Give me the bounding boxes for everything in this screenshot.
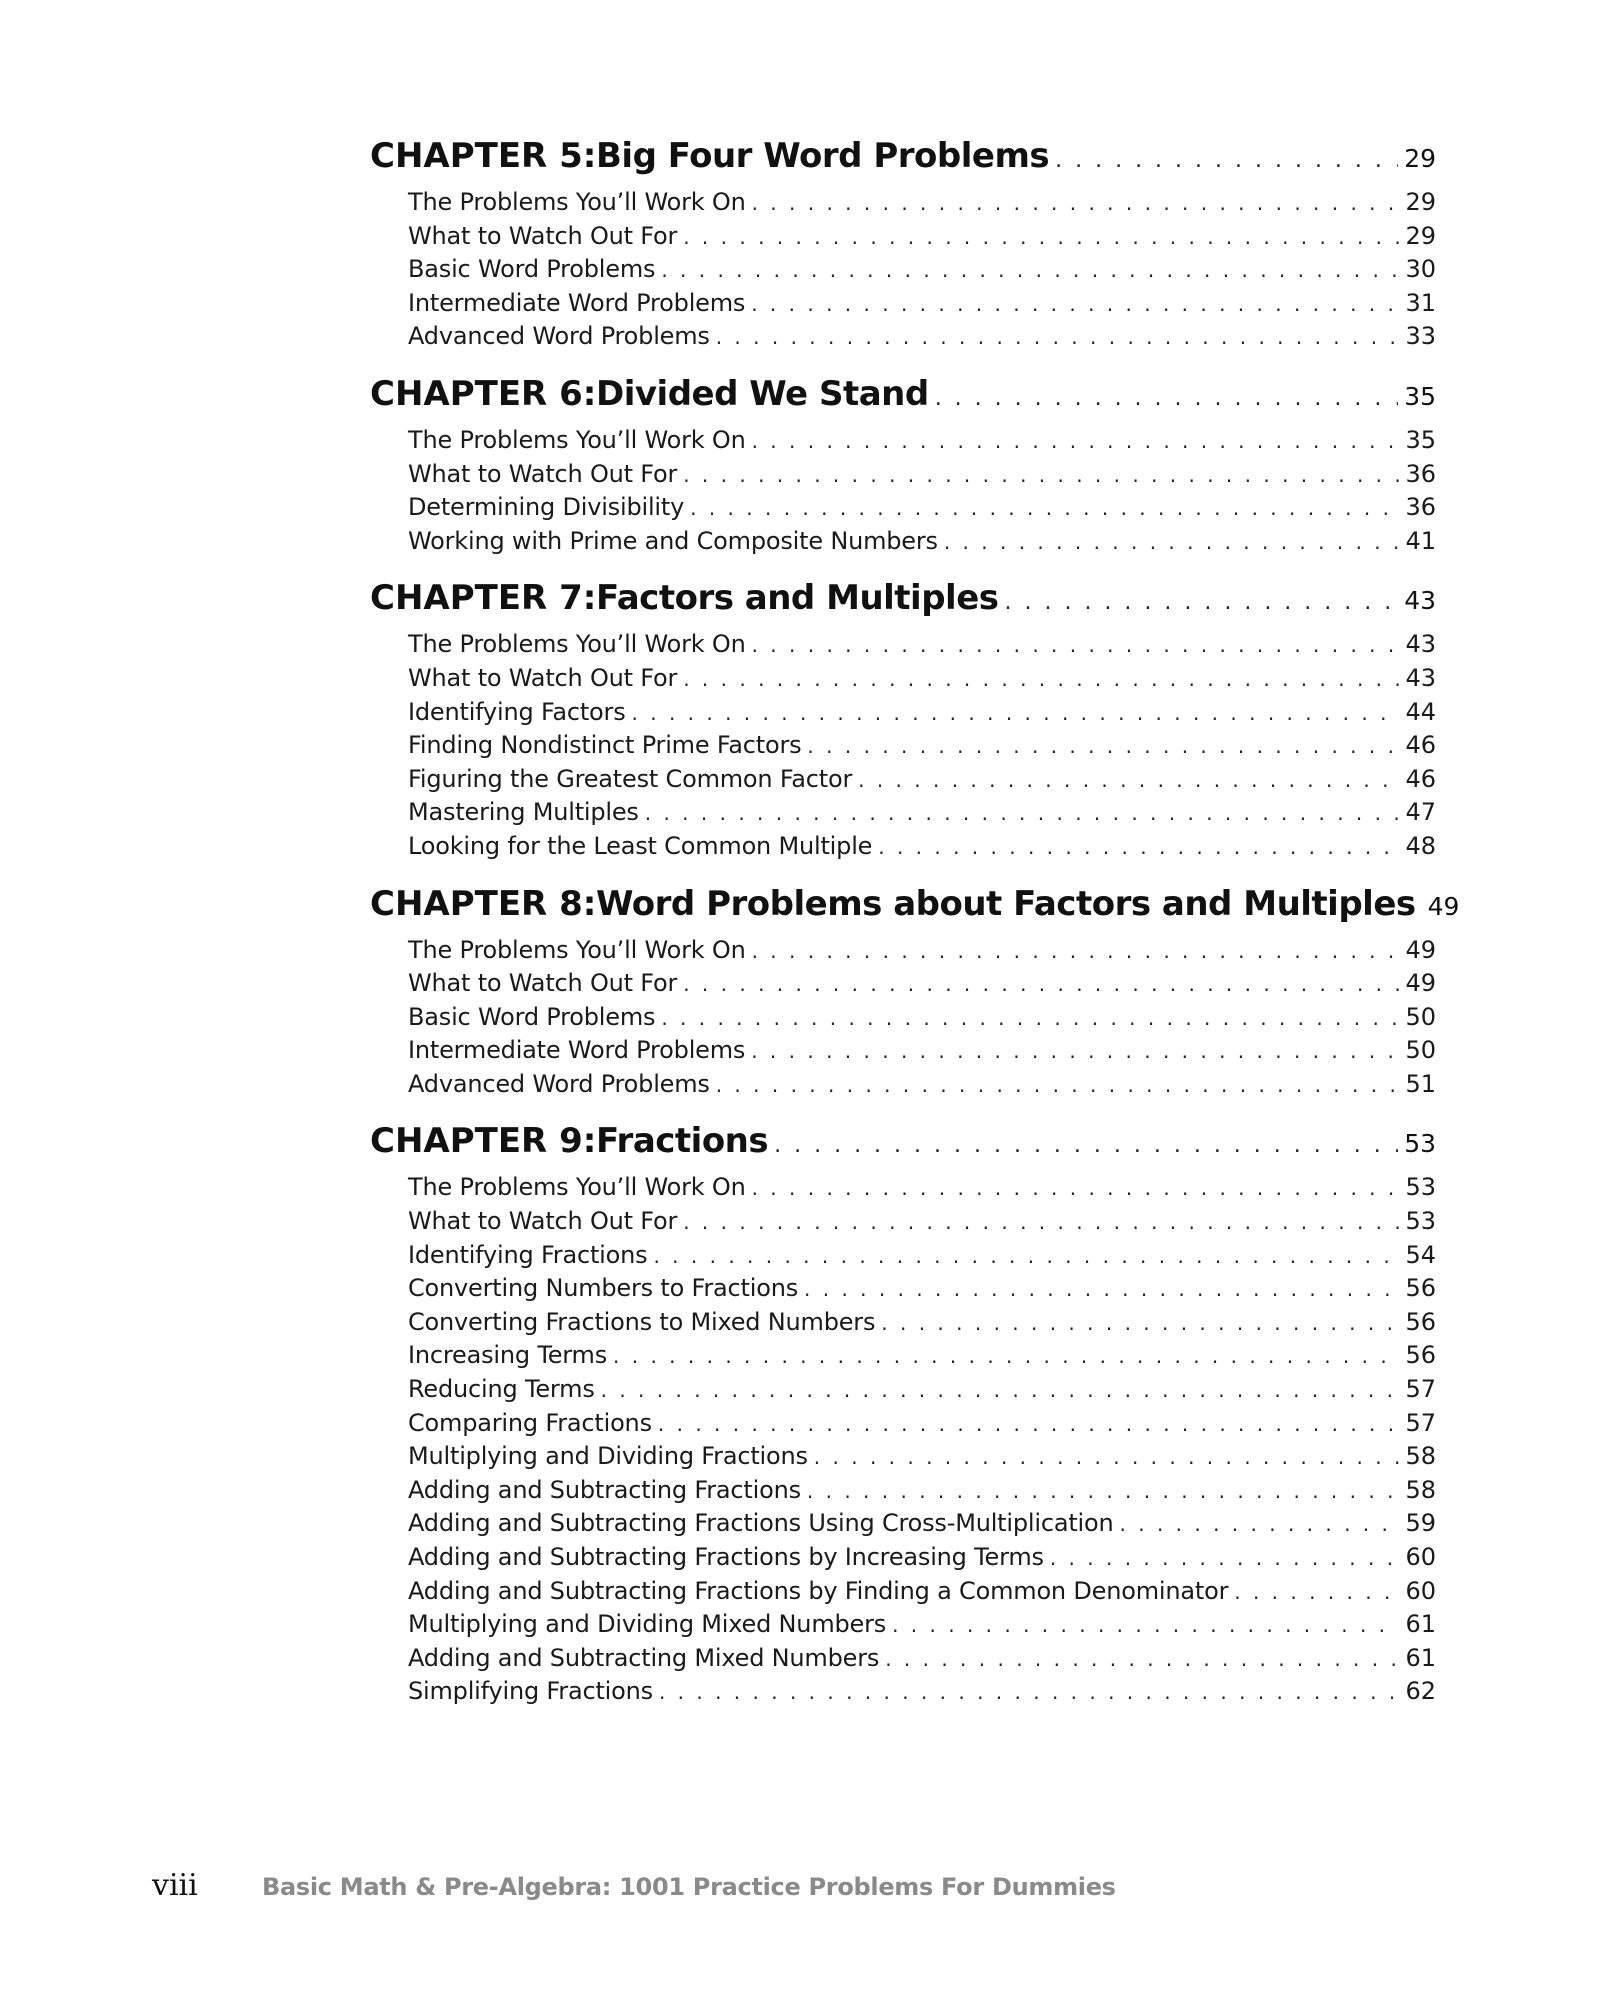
section-title: The Problems You’ll Work On: [408, 935, 746, 964]
chapter-entry: [370, 1121, 1436, 1711]
section-page-number: 57: [1405, 1408, 1436, 1437]
dot-leader: [878, 835, 1399, 859]
dot-leader: [632, 701, 1400, 725]
dot-leader: [1050, 1546, 1400, 1570]
section-page-number: 43: [1405, 630, 1436, 659]
dot-leader: [807, 1479, 1400, 1503]
section-page-number: 59: [1405, 1509, 1436, 1538]
dot-leader: [661, 1006, 1399, 1030]
dot-leader: [814, 1445, 1400, 1469]
dot-leader: [752, 633, 1400, 657]
section-page-number: 61: [1405, 1610, 1436, 1639]
section-page-number: 58: [1405, 1475, 1436, 1504]
section-title: The Problems You’ll Work On: [408, 425, 746, 454]
section-page-number: 56: [1405, 1341, 1436, 1370]
chapter-label: CHAPTER 8:: [370, 883, 597, 924]
chapter-heading[interactable]: [370, 883, 1460, 936]
section-entry[interactable]: [370, 527, 1436, 561]
section-title: Reducing Terms: [408, 1375, 595, 1404]
section-title: Identifying Fractions: [408, 1240, 648, 1269]
section-page-number: 33: [1405, 322, 1436, 351]
section-entry[interactable]: [370, 255, 1436, 289]
dot-leader: [716, 325, 1400, 349]
dot-leader: [944, 530, 1400, 554]
section-page-number: 53: [1405, 1173, 1436, 1202]
dot-leader: [658, 1412, 1400, 1436]
section-entry[interactable]: [370, 1644, 1436, 1678]
section-entry[interactable]: [370, 289, 1436, 323]
section-title: Converting Fractions to Mixed Numbers: [408, 1307, 876, 1336]
section-page-number: 30: [1405, 255, 1436, 284]
section-entry[interactable]: [370, 798, 1436, 832]
section-page-number: 47: [1405, 798, 1436, 827]
section-entry[interactable]: [370, 1677, 1436, 1711]
section-title: Identifying Factors: [408, 697, 626, 726]
section-page-number: 62: [1405, 1677, 1436, 1706]
chapter-heading[interactable]: [370, 578, 1436, 630]
section-page-number: 44: [1405, 697, 1436, 726]
section-title: Advanced Word Problems: [408, 1069, 710, 1098]
chapter-label: CHAPTER 6:: [370, 373, 597, 414]
section-title: Intermediate Word Problems: [408, 1036, 746, 1065]
section-entry[interactable]: [370, 1442, 1436, 1476]
section-page-number: 50: [1405, 1002, 1436, 1031]
section-page-number: 41: [1405, 526, 1436, 555]
chapter-title: Divided We Stand: [596, 373, 929, 414]
section-entry[interactable]: [370, 1610, 1436, 1644]
dot-leader: [683, 225, 1399, 249]
chapter-title: Big Four Word Problems: [596, 136, 1050, 176]
section-title: Adding and Subtracting Fractions by Finding a Common Denominator: [408, 1576, 1229, 1605]
chapter-page-number: 29: [1404, 144, 1436, 173]
section-page-number: 57: [1405, 1375, 1436, 1404]
chapter-label: CHAPTER 9:: [370, 1121, 597, 1162]
dot-leader: [645, 801, 1400, 825]
chapter-entry: [370, 578, 1436, 865]
section-page-number: 29: [1405, 221, 1436, 250]
dot-leader: [661, 258, 1399, 282]
section-entry[interactable]: [370, 1241, 1436, 1275]
section-page-number: 36: [1405, 493, 1436, 522]
section-title: Comparing Fractions: [408, 1408, 652, 1437]
section-entry[interactable]: [370, 1207, 1436, 1241]
dot-leader: [858, 768, 1399, 792]
dot-leader: [653, 1244, 1399, 1268]
section-entry[interactable]: [370, 1543, 1436, 1577]
dot-leader: [892, 1613, 1399, 1637]
section-page-number: 61: [1405, 1643, 1436, 1672]
section-title: Multiplying and Dividing Mixed Numbers: [408, 1610, 887, 1639]
dot-leader: [613, 1344, 1399, 1368]
dot-leader: [752, 1176, 1400, 1200]
section-page-number: 56: [1405, 1274, 1436, 1303]
dot-leader: [885, 1647, 1399, 1671]
section-title: Adding and Subtracting Fractions by Increasing Terms: [408, 1543, 1044, 1571]
section-entry[interactable]: [370, 1409, 1436, 1443]
chapter-entry: [370, 136, 1436, 356]
section-entry[interactable]: [370, 698, 1436, 732]
section-entry[interactable]: [370, 731, 1436, 765]
section-title: Intermediate Word Problems: [408, 288, 746, 317]
chapter-heading[interactable]: [370, 1121, 1436, 1173]
page-footer: [152, 1868, 1116, 1903]
chapter-title: Factors and Multiples: [596, 578, 999, 619]
dot-leader: [683, 1210, 1399, 1234]
section-page-number: 36: [1405, 459, 1436, 488]
section-entry[interactable]: [370, 936, 1436, 970]
section-title: Determining Divisibility: [408, 493, 685, 522]
section-title: Increasing Terms: [408, 1341, 608, 1370]
section-entry[interactable]: [370, 222, 1436, 256]
section-entry[interactable]: [370, 1577, 1436, 1611]
chapter-label: CHAPTER 7:: [370, 578, 597, 619]
section-page-number: 49: [1405, 935, 1436, 964]
section-entry[interactable]: [370, 188, 1436, 222]
section-page-number: 43: [1405, 663, 1436, 692]
section-title: Adding and Subtracting Fractions Using Cross-Multiplication: [408, 1509, 1114, 1538]
chapter-title: Word Problems about Factors and Multiples: [596, 883, 1416, 924]
section-title: Basic Word Problems: [408, 255, 656, 284]
chapter-page-number: 35: [1404, 381, 1436, 411]
section-entry[interactable]: [370, 1003, 1436, 1037]
section-page-number: 60: [1405, 1543, 1436, 1571]
section-title: Converting Numbers to Fractions: [408, 1274, 799, 1303]
dot-leader: [683, 972, 1399, 996]
dot-leader: [1005, 590, 1399, 615]
page-number: viii: [152, 1868, 198, 1903]
section-title: The Problems You’ll Work On: [408, 188, 746, 216]
section-entry[interactable]: [370, 969, 1436, 1003]
section-title: What to Watch Out For: [408, 663, 678, 692]
section-title: What to Watch Out For: [408, 221, 678, 250]
section-title: Simplifying Fractions: [408, 1677, 653, 1706]
section-entry[interactable]: [370, 1173, 1436, 1207]
section-title: The Problems You’ll Work On: [408, 1173, 746, 1202]
chapter-page-number: 53: [1404, 1129, 1436, 1159]
section-page-number: 46: [1405, 731, 1436, 760]
dot-leader: [804, 1277, 1399, 1301]
section-entry[interactable]: [370, 1476, 1436, 1510]
section-title: Working with Prime and Composite Numbers: [408, 526, 938, 555]
chapter-entry: [370, 374, 1436, 560]
dot-leader: [716, 1073, 1400, 1097]
chapter-page-number: 49: [1427, 891, 1460, 921]
section-entry[interactable]: [370, 493, 1436, 527]
chapter-page-number: 43: [1404, 586, 1436, 616]
section-title: Multiplying and Dividing Fractions: [408, 1442, 808, 1471]
section-entry[interactable]: [370, 1274, 1436, 1308]
chapter-title: Fractions: [596, 1121, 769, 1162]
dot-leader: [683, 463, 1399, 487]
section-title: What to Watch Out For: [408, 459, 678, 488]
section-page-number: 53: [1405, 1207, 1436, 1236]
section-entry[interactable]: [370, 664, 1436, 698]
dot-leader: [601, 1378, 1400, 1402]
dot-leader: [807, 734, 1399, 758]
dot-leader: [881, 1311, 1399, 1335]
section-entry[interactable]: [370, 1036, 1436, 1070]
section-entry[interactable]: [370, 1509, 1436, 1543]
section-entry[interactable]: [370, 832, 1436, 866]
chapter-heading[interactable]: [370, 374, 1436, 426]
section-page-number: 60: [1405, 1576, 1436, 1605]
dot-leader: [683, 667, 1399, 691]
section-page-number: 29: [1405, 188, 1436, 216]
dot-leader: [1055, 148, 1398, 173]
section-title: Mastering Multiples: [408, 798, 639, 827]
chapter-entry: [370, 883, 1460, 1104]
section-title: Basic Word Problems: [408, 1002, 656, 1031]
dot-leader: [1234, 1580, 1399, 1604]
dot-leader: [751, 292, 1399, 316]
section-entry[interactable]: [370, 1070, 1436, 1104]
section-entry[interactable]: [370, 630, 1436, 664]
section-entry[interactable]: [370, 460, 1436, 494]
section-page-number: 54: [1405, 1240, 1436, 1269]
dot-leader: [752, 429, 1400, 453]
running-title: Basic Math & Pre-Algebra: 1001 Practice Problems For Dummies: [262, 1873, 1116, 1901]
section-title: Advanced Word Problems: [408, 322, 710, 351]
section-title: Figuring the Greatest Common Factor: [408, 764, 853, 793]
section-title: Adding and Subtracting Fractions: [408, 1475, 801, 1504]
section-title: What to Watch Out For: [408, 1207, 678, 1236]
section-title: What to Watch Out For: [408, 969, 678, 998]
section-page-number: 56: [1405, 1307, 1436, 1336]
table-of-contents: [370, 136, 1460, 1729]
section-title: The Problems You’ll Work On: [408, 630, 746, 659]
dot-leader: [1120, 1512, 1400, 1536]
dot-leader: [752, 939, 1400, 963]
section-page-number: 35: [1405, 425, 1436, 454]
dot-leader: [935, 386, 1399, 411]
dot-leader: [752, 191, 1400, 215]
section-entry[interactable]: [370, 1375, 1436, 1409]
section-entry[interactable]: [370, 1341, 1436, 1375]
section-title: Looking for the Least Common Multiple: [408, 831, 873, 860]
chapter-heading[interactable]: [370, 136, 1436, 188]
dot-leader: [659, 1680, 1400, 1704]
section-page-number: 58: [1405, 1442, 1436, 1471]
section-page-number: 46: [1405, 764, 1436, 793]
section-page-number: 31: [1405, 288, 1436, 317]
section-page-number: 48: [1405, 831, 1436, 860]
section-entry[interactable]: [370, 1308, 1436, 1342]
dot-leader: [774, 1133, 1398, 1158]
section-page-number: 50: [1405, 1036, 1436, 1065]
section-page-number: 51: [1405, 1069, 1436, 1098]
section-title: Adding and Subtracting Mixed Numbers: [408, 1643, 880, 1672]
section-page-number: 49: [1405, 969, 1436, 998]
dot-leader: [751, 1039, 1399, 1063]
section-entry[interactable]: [370, 322, 1436, 356]
section-entry[interactable]: [370, 426, 1436, 460]
dot-leader: [690, 496, 1399, 520]
chapter-label: CHAPTER 5:: [370, 136, 597, 176]
section-entry[interactable]: [370, 765, 1436, 799]
section-title: Finding Nondistinct Prime Factors: [408, 731, 802, 760]
